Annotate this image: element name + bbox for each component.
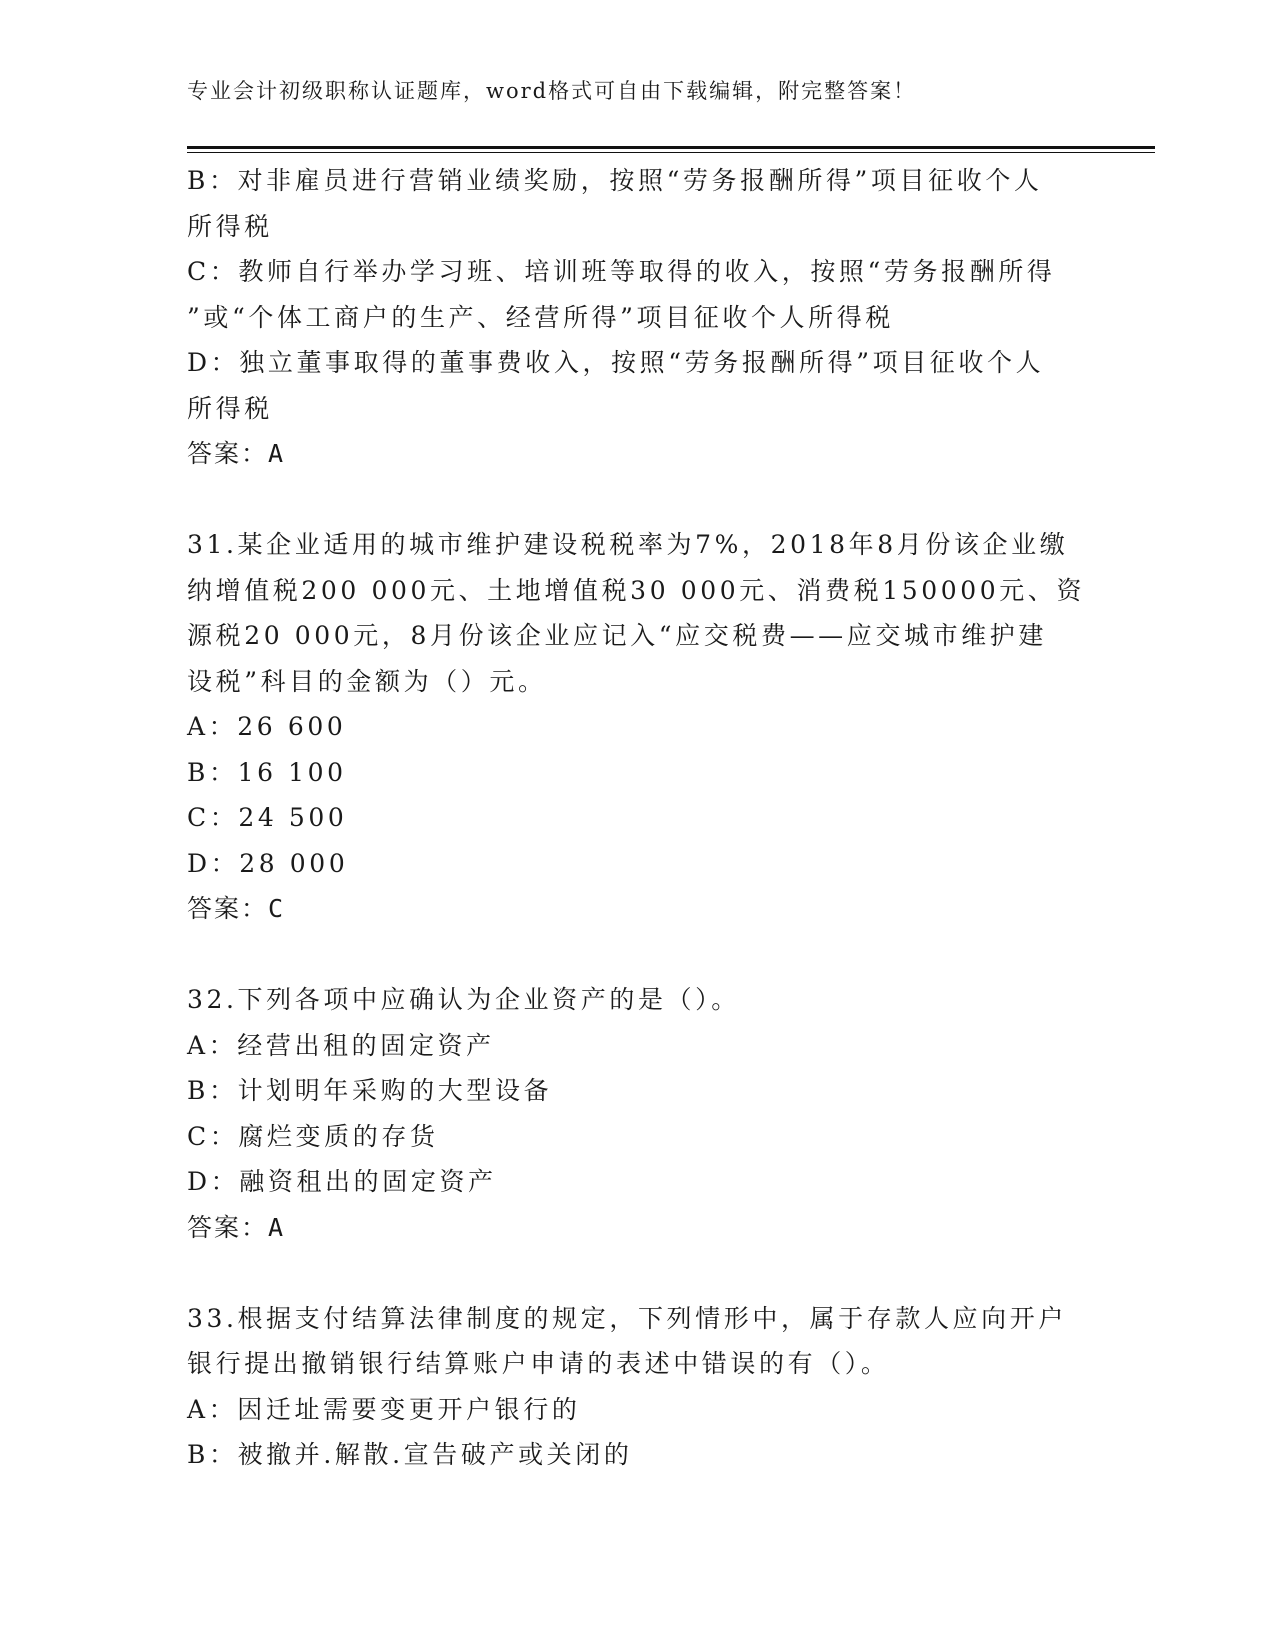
q33-option-b: B：被撤并.解散.宣告破产或关闭的 [187, 1440, 633, 1469]
question-33 [187, 1296, 1087, 1478]
spacer [187, 932, 1087, 978]
q31-stem-line3: 源税20 000元，8月份该企业应记入“应交税费——应交城市维护建 [187, 621, 1047, 650]
question-content [187, 158, 1087, 1478]
q31-stem-line1: 31.某企业适用的城市维护建设税税率为7%，2018年8月份该企业缴 [187, 530, 1069, 559]
answer-label: 答案： [187, 439, 269, 468]
q31-option-c: C：24 500 [187, 803, 348, 832]
q31-option-d: D：28 000 [187, 848, 349, 878]
q30-option-c-line1: C：教师自行举办学习班、培训班等取得的收入，按照“劳务报酬所得 [187, 257, 1056, 286]
question-31 [187, 522, 1087, 932]
q32-option-b: B：计划明年采购的大型设备 [187, 1076, 553, 1105]
spacer [187, 1250, 1087, 1296]
q32-option-d: D：融资租出的固定资产 [187, 1167, 497, 1196]
q30-option-b-line1: B：对非雇员进行营销业绩奖励，按照“劳务报酬所得”项目征收个人 [187, 166, 1043, 195]
question-30 [187, 158, 1087, 477]
answer-value: A [268, 439, 286, 468]
answer-value: A [268, 1212, 286, 1242]
q33-stem-line1: 33.根据支付结算法律制度的规定，下列情形中，属于存款人应向开户 [187, 1303, 1067, 1333]
q31-option-b: B：16 100 [187, 757, 347, 787]
q32-answer [187, 1205, 1087, 1251]
q32-option-c: C：腐烂变质的存货 [187, 1121, 439, 1151]
q30-answer [187, 431, 1087, 477]
q33-stem-line2: 银行提出撤销银行结算账户申请的表述中错误的有（）。 [187, 1349, 890, 1378]
page-header: 专业会计初级职称认证题库，word格式可自由下载编辑，附完整答案！ [187, 79, 917, 103]
q30-option-d-line2: 所得税 [187, 393, 273, 423]
question-32 [187, 977, 1087, 1250]
answer-label: 答案： [187, 894, 269, 923]
header-rule-thick [187, 146, 1155, 149]
answer-value: C [268, 894, 286, 923]
q33-option-a: A：因迁址需要变更开户银行的 [187, 1394, 581, 1424]
answer-label: 答案： [187, 1212, 269, 1242]
header-rule-thin [187, 152, 1155, 153]
q30-option-b-line2: 所得税 [187, 211, 273, 241]
q31-stem-line4: 设税”科目的金额为（）元。 [187, 666, 547, 696]
q32-stem-line1: 32.下列各项中应确认为企业资产的是（）。 [187, 985, 740, 1014]
q31-answer [187, 886, 1087, 932]
q32-option-a: A：经营出租的固定资产 [187, 1030, 495, 1060]
q31-stem-line2: 纳增值税200 000元、土地增值税30 000元、消费税150000元、资 [187, 575, 1086, 605]
q30-option-c-line2: ”或“个体工商户的生产、经营所得”项目征收个人所得税 [187, 302, 894, 332]
spacer [187, 477, 1087, 523]
q30-option-d-line1: D：独立董事取得的董事费收入，按照“劳务报酬所得”项目征收个人 [187, 348, 1045, 377]
q31-option-a: A：26 600 [187, 712, 347, 741]
